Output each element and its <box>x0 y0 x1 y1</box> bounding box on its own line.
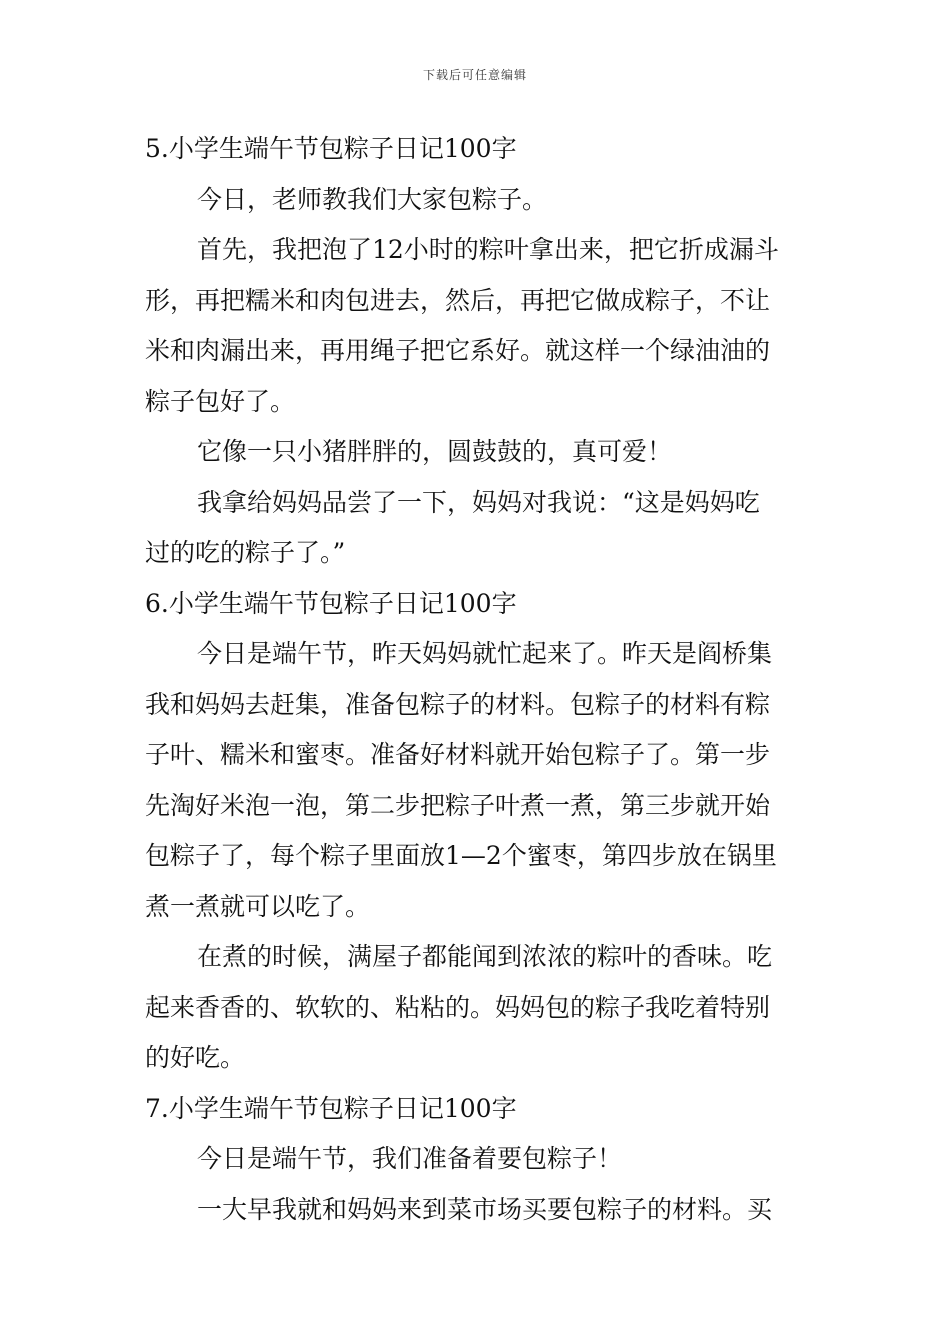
paragraph-line: 今日，老师教我们大家包粽子。 <box>197 184 548 214</box>
paragraph-line: 它像一只小猪胖胖的，圆鼓鼓的，真可爱！ <box>197 437 673 466</box>
paragraph-line: 我和妈妈去赶集，准备包粽子的材料。包粽子的材料有粽 <box>145 689 771 719</box>
paragraph-line: 米和肉漏出来，再用绳子把它系好。就这样一个绿油油的 <box>145 336 771 365</box>
document-body <box>145 124 808 1235</box>
paragraph-line: 起来香香的、软软的、粘粘的。妈妈包的粽子我吃着特别 <box>145 992 771 1022</box>
paragraph-line: 的好吃。 <box>145 1043 246 1072</box>
section-heading: 6.小学生端午节包粽子日记100字 <box>145 588 517 618</box>
paragraph-line: 粽子包好了。 <box>145 386 296 416</box>
page-header: 下载后可任意编辑 <box>422 68 527 82</box>
paragraph-line: 一大早我就和妈妈来到菜市场买要包粽子的材料。买 <box>197 1194 773 1224</box>
paragraph-line: 今日是端午节，我们准备着要包粽子！ <box>197 1144 623 1173</box>
paragraph-line: 今日是端午节，昨天妈妈就忙起来了。昨天是阎桥集 <box>197 639 773 668</box>
paragraph-line: 形，再把糯米和肉包进去，然后，再把它做成粽子，不让 <box>145 285 771 315</box>
section-heading: 5.小学生端午节包粽子日记100字 <box>145 134 517 163</box>
paragraph-line: 首先，我把泡了12小时的粽叶拿出来，把它折成漏斗 <box>197 235 779 264</box>
section-heading: 7.小学生端午节包粽子日记100字 <box>145 1093 517 1123</box>
paragraph-line: 我拿给妈妈品尝了一下，妈妈对我说：“这是妈妈吃 <box>197 487 760 517</box>
paragraph-line: 在煮的时候，满屋子都能闻到浓浓的粽叶的香味。吃 <box>197 942 773 971</box>
paragraph-line: 煮一煮就可以吃了。 <box>145 891 371 921</box>
paragraph-line: 过的吃的粽子了。” <box>145 538 346 567</box>
paragraph-line: 先淘好米泡一泡，第二步把粽子叶煮一煮，第三步就开始 <box>145 790 771 820</box>
paragraph-line: 包粽子了，每个粽子里面放1—2个蜜枣，第四步放在锅里 <box>145 841 777 870</box>
paragraph-line: 子叶、糯米和蜜枣。准备好材料就开始包粽子了。第一步 <box>145 740 771 769</box>
